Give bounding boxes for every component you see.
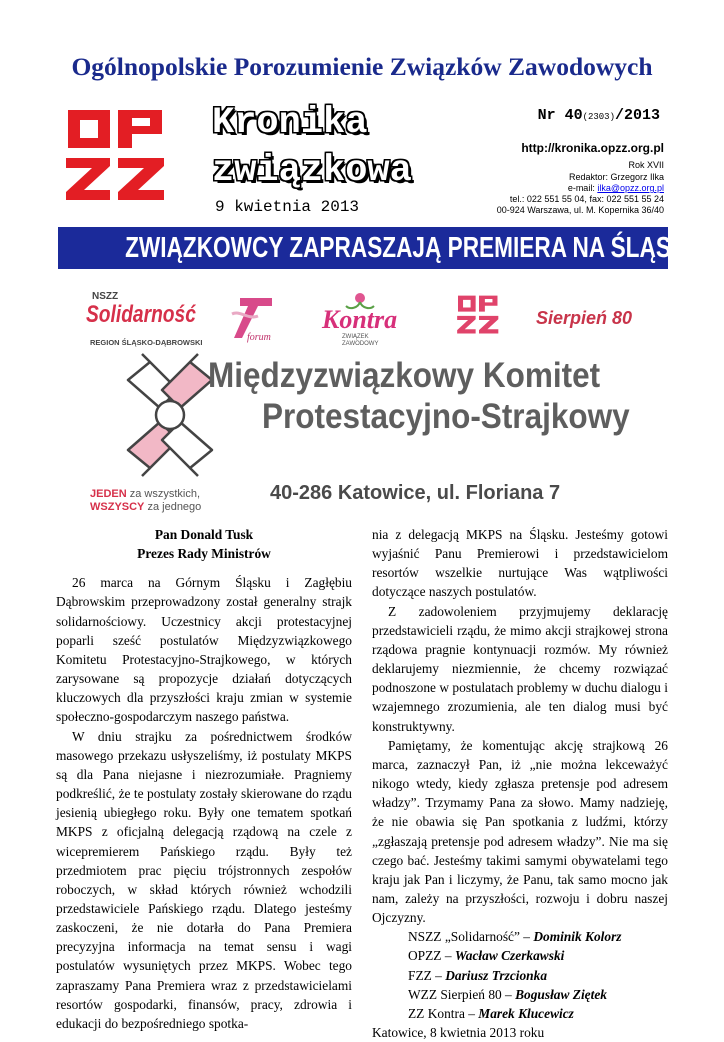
signature-name: Dariusz Trzcionka (445, 967, 548, 983)
addressee-name: Pan Donald Tusk (154, 527, 254, 542)
opzz-small-logo (452, 294, 506, 336)
addressee-title: Prezes Rady Ministrów (137, 546, 271, 562)
signature-line (372, 1004, 668, 1023)
forum-logo: forum (247, 332, 271, 343)
kontra-subtitle (342, 334, 378, 348)
region-label: REGION ŚLĄSKO-DĄBROWSKI (90, 338, 203, 347)
opzz-logo (62, 106, 174, 206)
paragraph: Z zadowoleniem przyjmujemy deklarację przedstawicieli rządu, że mimo akcji strajkowej strona rządowa pragnie kontynuacji rozmów. My również deklarujemy niezmiennie, że chcemy rozwiązać podnoszone w postulatach problemy w duchu dialogu i wzajemnego zrozumienia, ale ten dialog musi być konstruktywny. (372, 603, 668, 734)
organization-title: Ogólnopolskie Porozumienie Związków Zawodowych (71, 52, 653, 81)
closing-place-date: Katowice, 8 kwietnia 2013 roku (372, 1025, 545, 1041)
signature-org: FZZ – (408, 967, 446, 983)
nszz-label: NSZZ (92, 291, 119, 302)
website-url[interactable]: http://kronika.opzz.org.pl (521, 141, 664, 155)
signatures (372, 927, 668, 1023)
issue-sub: (2303) (582, 112, 615, 122)
committee-name-line1: Międzyzwiązkowy Komitet (208, 356, 601, 395)
paragraph: 26 marca na Górnym Śląsku i Zagłębiu Dąbrowskim przeprowadzony został generalny strajk solidarnościowy. Uczestnicy akcji protestacyjnej poparli sześć postulatów Międzyzwiązkowego Komitetu Protestacyjno-Strajkowego, w których zarysowane są propozycje działań dotyczących kluczowych dla przyszłości kraju zmian w systemie społeczno-gospodarczym naszego państwa. (56, 575, 352, 725)
motto-line2 (90, 501, 201, 514)
signature-line (372, 966, 668, 985)
committee-address: 40-286 Katowice, ul. Floriana 7 (270, 482, 561, 504)
article-column-right (372, 525, 668, 1042)
motto-word-jeden: JEDEN (90, 488, 127, 500)
joined-hands-icon (120, 350, 220, 480)
signature-line (372, 985, 668, 1004)
kontra-sub1: ZWIĄZEK (342, 334, 369, 340)
postal-address: 00-924 Warszawa, ul. M. Kopernika 36/40 (496, 205, 664, 215)
issue-year: /2013 (614, 107, 660, 124)
kontra-logo: Kontra (322, 305, 398, 334)
year-of-publication: Rok XVII (628, 160, 664, 170)
signature-org: NSZZ „Solidarność” – (408, 929, 534, 945)
issue-number (538, 107, 660, 124)
issue-label: Nr 40 (537, 107, 583, 124)
sierpien-80-logo: Sierpień 80 (536, 308, 633, 328)
paragraph: Pamiętamy, że komentując akcję strajkową 26 marca, zaznaczył Pan, iż „nie można lekceważyć nikogo wtedy, kiedy zgłasza pretensje pod adresem władzy”. Trzymamy Pana za słowo. Mamy nadzieję, że nie obawia się Pan spotkania z ludźmi, którzy „zgłaszają pretensje pod adresem władzy”. Nie ma się czego bać. Jesteśmy takimi samymi obywatelami tego kraju jak Pan i liczymy, że Panu, tak samo mocno jak nam, zależy na przyszłości, rozwoju i dobru naszej Ojczyzny. (372, 737, 668, 926)
editor: Redaktor: Grzegorz Ilka (568, 172, 664, 182)
motto-text1: za wszystkich, (126, 488, 201, 500)
signature-line (372, 946, 668, 965)
headline: ZWIĄZKOWCY ZAPRASZAJĄ PREMIERA NA ŚLĄSK (125, 232, 688, 264)
paragraph: W dniu strajku za pośrednictwem środków masowego przekazu usłyszeliśmy, iż postulaty MKPS są dla Pana niejasne i niezrozumiałe. Pragniemy podkreślić, że te postulaty zostały skierowane do rządu jesienią ubiegłego roku. Były one tematem spotkań MKPS z oficjalną delegacją rządową na czele z wicepremierem Pańskiego rządu. Były też przedmiotem prac pięciu trójstronnych zespołów roboczych, w skład których również wchodzili przedstawiciele Pańskiego rządu. Dlatego jesteśmy zaskoczeni, że nie dotarła do Pana Premiera precyzyjna informacja na temat sensu i wagi postulatów wysuniętych przez MKPS. Wobec tego zapraszamy Pana Premiera wraz z przedstawicielami resortów gospodarki, finansów, pracy, zdrowia i edukacji do bezpośredniego spotka- (56, 728, 352, 1031)
signature-name: Wacław Czerkawski (454, 948, 565, 964)
newsletter-title-line2: związkowa (212, 150, 412, 192)
signature-org: WZZ Sierpień 80 – (408, 986, 516, 1002)
issue-date: 9 kwietnia 2013 (215, 198, 360, 216)
motto-text2: za jednego (144, 501, 202, 513)
committee-name-line2: Protestacyjno-Strajkowy (262, 397, 630, 436)
signature-name: Marek Klucewicz (478, 1005, 574, 1021)
motto-line1 (90, 488, 201, 501)
email-link[interactable]: ilka@opzz.org.pl (597, 183, 664, 193)
motto (90, 488, 201, 514)
spacer (56, 563, 352, 573)
email-label: e-mail: (567, 183, 598, 193)
paragraph: nia z delegacją MKPS na Śląsku. Jesteśmy gotowi wyjaśnić Panu Premierowi i przedstawicielom resortów wszelkie nurtujące Was wątpliwości dotyczące naszych postulatów. (372, 527, 668, 600)
newsletter-title-line1: Kronika (212, 102, 368, 144)
solidarnosc-logo: Solidarność (86, 301, 196, 328)
signature-org: ZZ Kontra – (408, 1005, 479, 1021)
signature-name: Bogusław Ziętek (515, 986, 607, 1002)
phone: tel.: 022 551 55 04, fax: 022 551 55 24 (509, 194, 664, 204)
signature-line (372, 927, 668, 946)
article-column-left (56, 525, 352, 1033)
signature-org: OPZZ – (408, 948, 455, 964)
email-line (568, 183, 664, 193)
kontra-sub2: ZAWODOWY (342, 341, 379, 347)
signature-name: Dominik Kolorz (533, 929, 622, 945)
motto-word-wszyscy: WSZYSCY (90, 501, 145, 513)
